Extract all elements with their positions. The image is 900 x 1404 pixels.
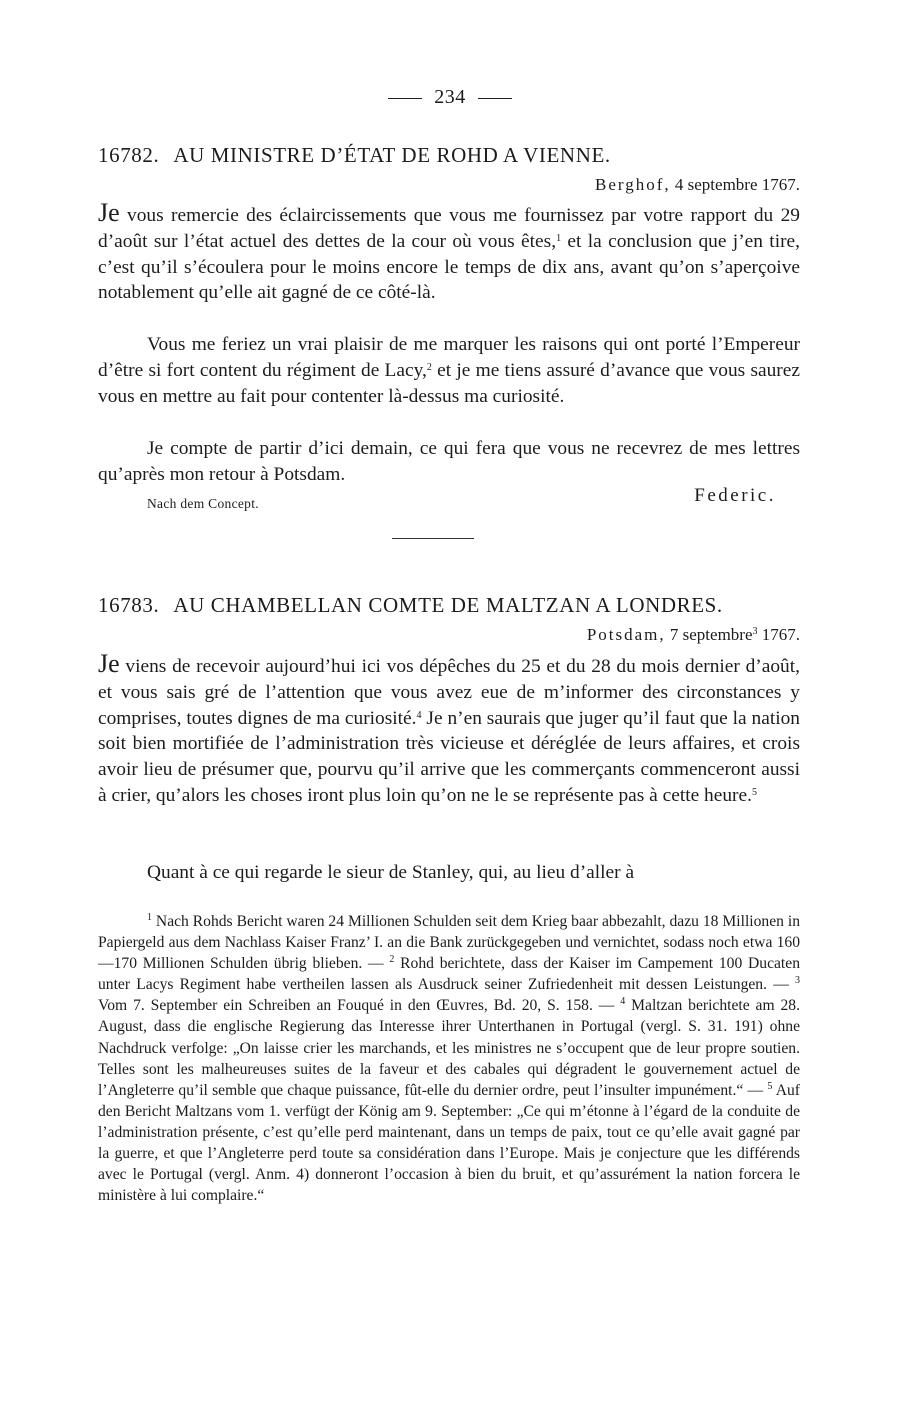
footnote-ref: 1 (556, 232, 562, 244)
letter-title: AU MINISTRE D’ÉTAT DE ROHD A VIENNE. (173, 143, 611, 167)
source-note: Nach dem Concept. (147, 496, 259, 511)
footnote-mark: 1 (147, 912, 152, 923)
letter-date: 7 septembre (669, 625, 753, 644)
footnote-ref: 5 (751, 786, 757, 798)
footnote-ref: 3 (752, 626, 758, 637)
letter-date: 4 septembre 1767. (674, 175, 800, 194)
footnote-text: Maltzan berichtete am 28. August, dass die englische Regierung das Interesse ihrer Unterthanen in Portugal (vergl. S. 31. 191) ohne Nachdruck verfolge: „On laisse crier les marchands, et les ministres ne s’occupent que de leur propre soutien. Telles sont les malheureuses suites de la faveur et des cabales qui dégradent le gouvernement actuel de l’Angleterre qu’il semble que chaque puissance, fût-elle du dernier ordre, peut l’insulter impunément.“ — (98, 997, 800, 1099)
letter-dateline (595, 175, 800, 195)
footnote-mark: 3 (795, 975, 800, 987)
letter-heading (98, 593, 803, 618)
footnote-text: Auf den Bericht Maltzans vom 1. verfügt der König am 9. September: „Ce qui m’étonne à l’égard de la conduite de l’administration présente, c’est qu’elle perd maintenant, dans un temps de paix, tout ce qu’elle avait gagné par la guerre, et que l’Angleterre perd toute sa considération dans l’Europe. Mais je conjecture que les différends avec le Portugal (vergl. Anm. 4) donneront l’occasion à bien du bruit, et qu’assurément la nation forcera le ministère à lui complaire.“ (98, 1081, 800, 1205)
section-divider (392, 538, 474, 539)
footnote-text: Nach Rohds Bericht waren 24 Millionen Schulden seit dem Krieg baar abbezahlt, dazu 18 Millionen in Papiergeld aus dem Nachlass Kaiser Franz’ I. an die Bank zurückgegeben und vernichtet, sodass noch etwa 160—170 Millionen Schulden übrig blieben. — (98, 913, 800, 973)
footnote-ref: 2 (426, 361, 432, 373)
header-rule-left (388, 98, 422, 99)
letter-title: AU CHAMBELLAN COMTE DE MALTZAN A LONDRES. (173, 593, 723, 617)
paragraph-initial: Je (98, 649, 120, 678)
paragraph-text: vous remercie des éclaircissements que vous me fournissez par votre rapport du 29 d’août sur l’état actuel des dettes de la cour où vous êtes, (98, 205, 800, 252)
paragraph-text: et je me tiens assuré d’avance que vous saurez vous en mettre au fait pour contenter là-dessus ma curiosité. (98, 359, 800, 407)
letter-dateline (587, 625, 800, 645)
paragraph-initial: Je (98, 198, 120, 227)
footnote-text: Vom 7. September ein Schreiben an Fouqué in den Œuvres, Bd. 20, S. 158. — (98, 997, 621, 1015)
letter-paragraph (98, 649, 800, 809)
letter-number: 16782. (98, 143, 160, 167)
letter-paragraph (98, 860, 800, 886)
letter-number: 16783. (98, 593, 160, 617)
footnote-mark: 2 (389, 954, 395, 966)
footnote-text: Rohd berichtete, dass der Kaiser im Campement 100 Ducaten unter Lacys Regiment habe vertheilen lassen als Ausdruck seiner Zufriedenheit mit dessen Leistungen. — (98, 955, 800, 994)
letter-heading (98, 143, 803, 168)
paragraph-text: viens de recevoir aujourd’hui ici vos dépêches du 25 et du 28 du mois dernier d’août, et vous sais gré de l’attention que vous avez eue de m’informer des circonstances y comprises, toutes dignes de ma curiosité. (98, 656, 800, 729)
paragraph-text: et la conclusion que j’en tire, c’est qu’il s’écoulera pour le moins encore le temps de dix ans, avant qu’on s’aperçoive notablement qu’elle ait gagné de ce côté-là. (98, 230, 800, 304)
paragraph-text: Je n’en saurais que juger qu’il faut que la nation soit bien mortifiée de l’administration très vicieuse et déréglée de leurs affaires, et crois avoir lieu de présumer que, pourvu qu’il arrive que les commerçants commenceront aussi à crier, qu’alors les choses iront plus loin qu’on ne le se représente pas à cette heure. (98, 707, 800, 806)
letter-year: 1767. (761, 625, 800, 644)
footnote-mark: 5 (767, 1080, 773, 1092)
footnote-mark: 4 (620, 996, 626, 1008)
letter-paragraph (98, 436, 800, 488)
paragraph-text: Vous me feriez un vrai plaisir de me marquer les raisons qui ont porté l’Empereur d’être si fort content du régiment de Lacy, (98, 334, 800, 381)
page-number: 234 (434, 86, 466, 108)
letter-paragraph (98, 332, 800, 409)
letter-place: Potsdam, (586, 625, 666, 644)
signature: Federic. (694, 485, 776, 506)
footnote-ref: 4 (416, 709, 422, 721)
paragraph-text: Quant à ce qui regarde le sieur de Stanley, qui, au lieu d’aller à (147, 862, 635, 883)
paragraph-text: Je compte de partir d’ici demain, ce qui fera que vous ne recevrez de mes lettres qu’après mon retour à Potsdam. (98, 438, 800, 485)
page-header (0, 86, 900, 109)
letter-place: Berghof, (594, 175, 671, 194)
footnotes (98, 911, 800, 1206)
header-rule-right (478, 98, 512, 99)
letter-paragraph (98, 198, 800, 306)
